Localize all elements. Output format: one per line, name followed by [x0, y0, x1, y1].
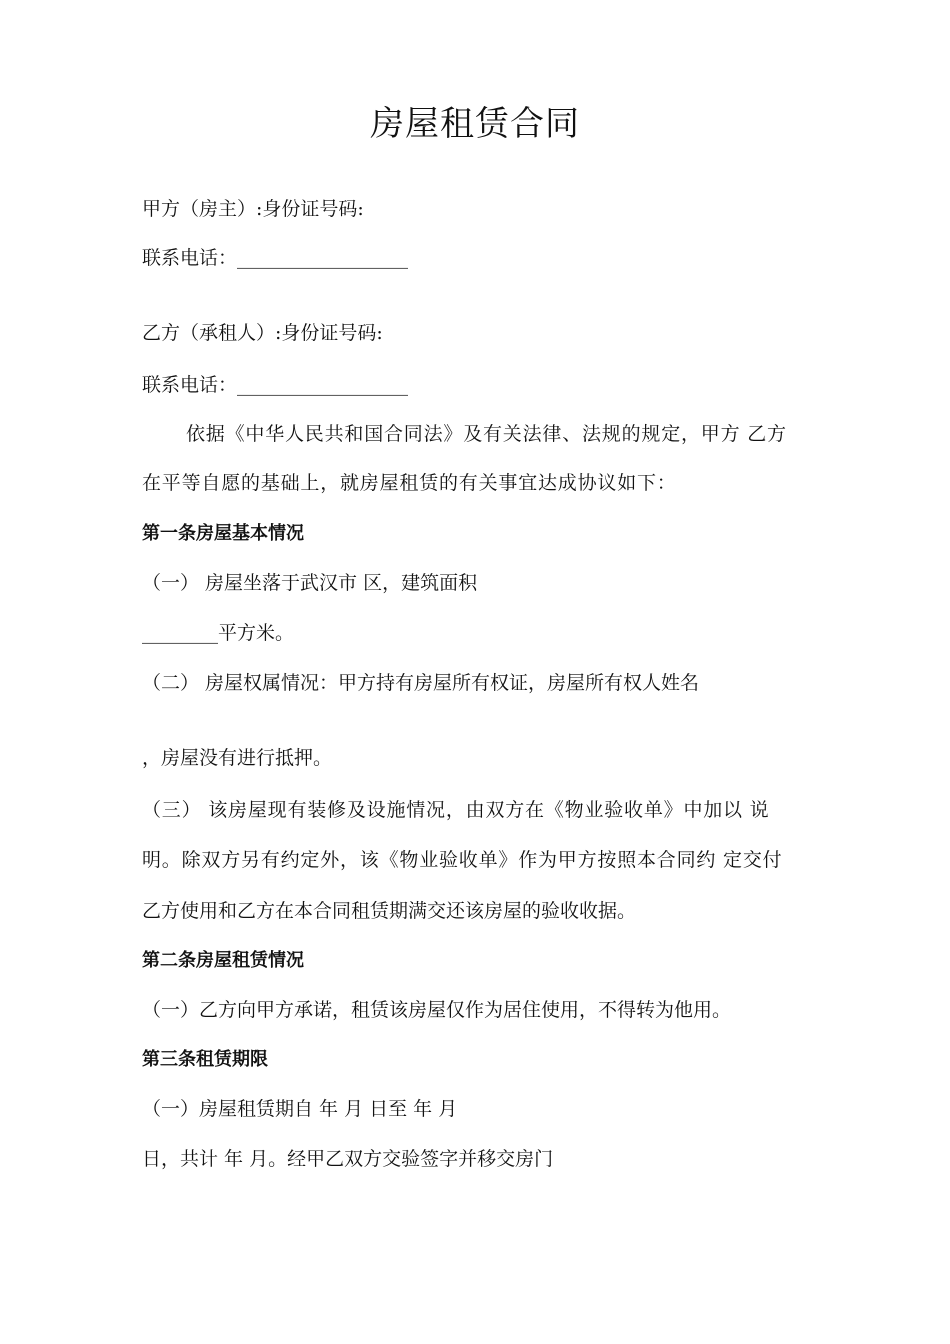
party-b-phone: 联系电话：__________________ — [142, 374, 409, 396]
article1-heading: 第一条房屋基本情况 — [142, 523, 304, 544]
article3-item1-line1: （一）房屋租赁期自 年 月 日至 年 月 — [142, 1098, 458, 1120]
article2-item1: （一）乙方向甲方承诺，租赁该房屋仅作为居住使用，不得转为他用。 — [142, 999, 732, 1021]
preamble-line-2: 在平等自愿的基础上，就房屋租赁的有关事宜达成协议如下： — [142, 472, 677, 494]
article2-heading: 第二条房屋租赁情况 — [142, 950, 304, 971]
article1-item3-line1: （三） 该房屋现有装修及设施情况，由双方在《物业验收单》中加以 说 — [142, 799, 770, 821]
article1-item2-line1: （二） 房屋权属情况：甲方持有房屋所有权证，房屋所有权人姓名 — [142, 672, 700, 694]
article1-item3-line3: 乙方使用和乙方在本合同租赁期满交还该房屋的验收收据。 — [142, 900, 637, 922]
party-a-label: 甲方（房主）:身份证号码: — [142, 198, 364, 220]
preamble-line-1: 依据《中华人民共和国合同法》及有关法律、法规的规定，甲方 乙方 — [186, 423, 787, 445]
article1-item2-line2: ，房屋没有进行抵押。 — [142, 747, 333, 769]
article3-item1-line2: 日，共计 年 月。经甲乙双方交验签字并移交房门 — [142, 1148, 554, 1170]
article1-item1-line1: （一） 房屋坐落于武汉市 区，建筑面积 — [142, 572, 478, 594]
article1-item3-line2: 明。除双方另有约定外，该《物业验收单》作为甲方按照本合同约 定交付 — [142, 849, 783, 871]
article1-item1-line2: ________平方米。 — [142, 622, 295, 644]
document-title: 房屋租赁合同 — [370, 104, 580, 144]
party-a-phone: 联系电话：__________________ — [142, 247, 409, 269]
article3-heading: 第三条租赁期限 — [142, 1049, 268, 1070]
party-b-label: 乙方（承租人）:身份证号码: — [142, 322, 383, 344]
